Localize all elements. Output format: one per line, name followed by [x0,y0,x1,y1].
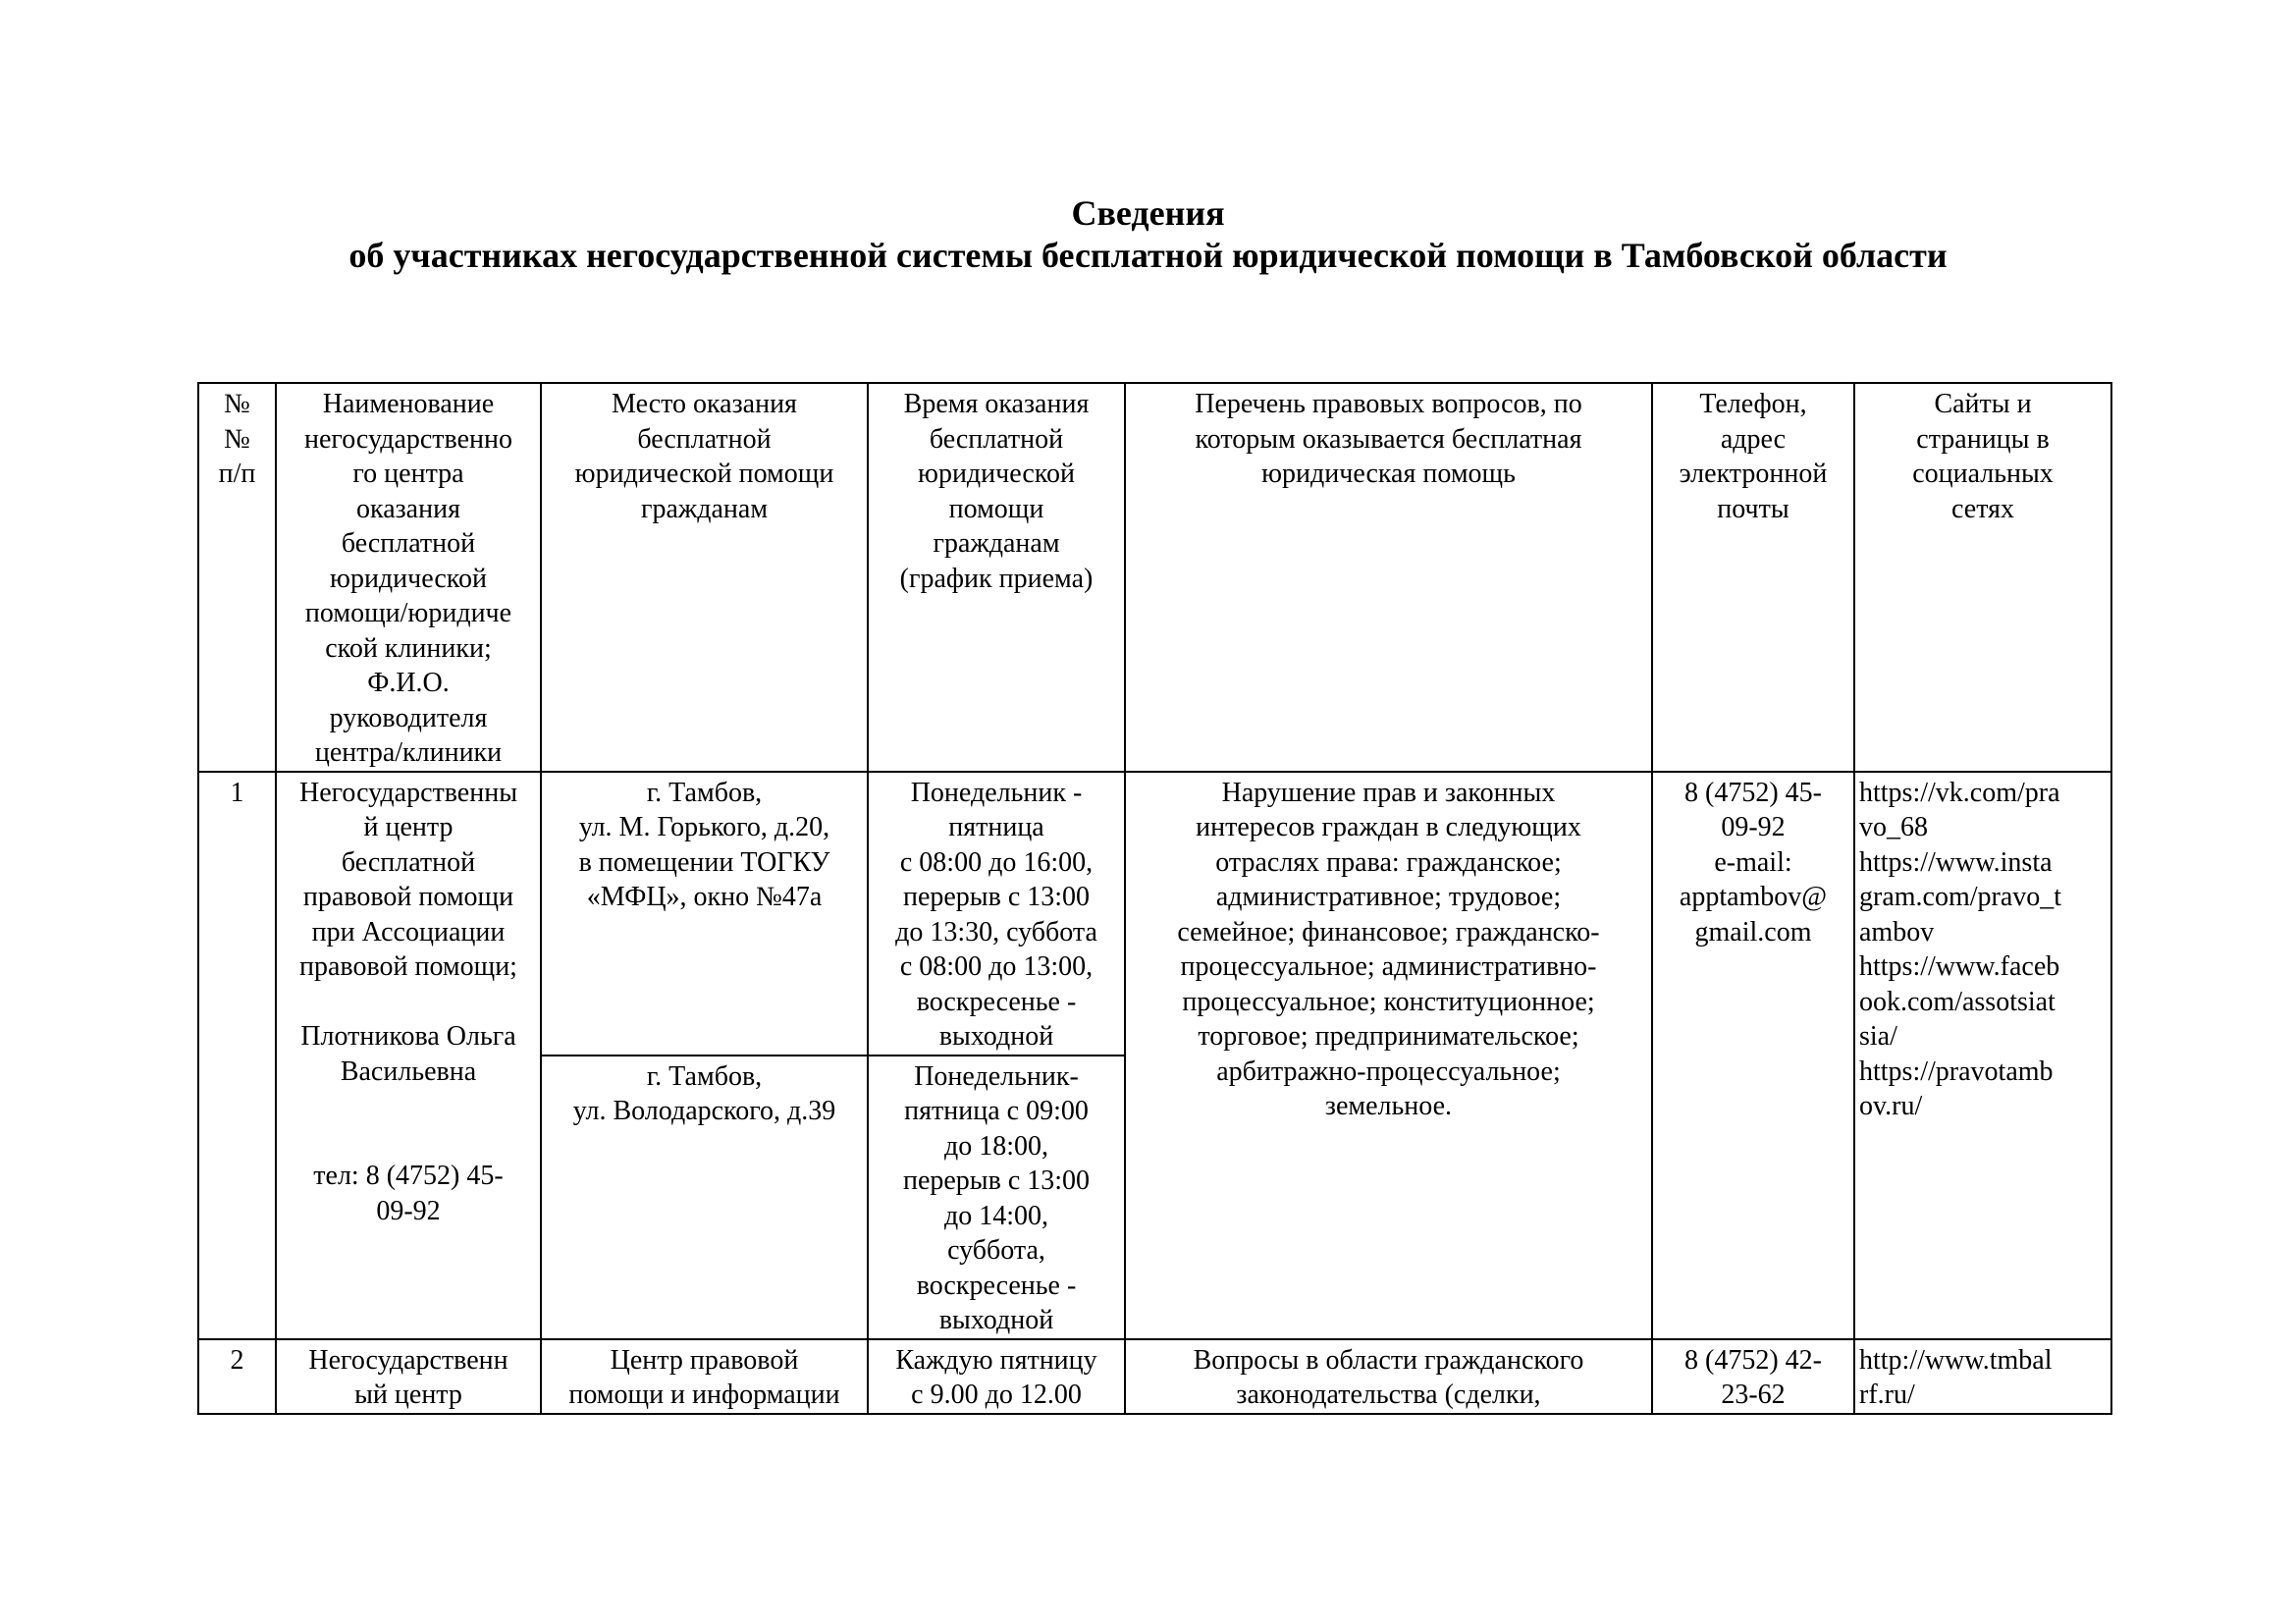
cell-text-line: г. Тамбов, [646,1060,763,1092]
row-1-time-2 [868,1056,1125,1339]
cell-text-line: Ф.И.О. [367,668,450,698]
cell-text-line: сетях [1951,493,2014,524]
cell-text-line: почты [1717,493,1789,524]
cell-text-line: apptambov@ [1679,882,1828,912]
cell-text-line: правовой помощи; [299,951,517,982]
cell-text-line: земельное. [1324,1091,1453,1121]
row-2-num: 2 [198,1339,276,1414]
cell-text-line: Время оказания [903,389,1090,419]
cell-text-line: отраслях права: гражданское; [1215,846,1562,878]
row-2-name [276,1339,541,1414]
cell-text-line: до 13:30, суббота [895,916,1097,947]
cell-text-line: юридической помощи [574,459,834,489]
cell-text-line: воскресенье - [916,986,1077,1017]
row-2-contacts [1652,1339,1854,1414]
cell-text-line: ской клиники; [325,632,492,664]
cell-text-line: торговое; предпринимательское; [1198,1021,1579,1052]
cell-text-line: перерыв с 13:00 [902,1165,1091,1196]
cell-text-line: руководителя [329,702,488,733]
cell-text-line: административное; трудовое; [1215,882,1562,912]
cell-text-line: sia/ [1859,1021,1897,1052]
cell-text-line: https://www.faceb [1859,951,2060,982]
row-1-time-1 [868,772,1125,1056]
row-1-head-phone [281,1159,536,1228]
cell-text-line: социальных [1912,459,2054,489]
cell-text-line: г. Тамбов, [646,777,763,808]
cell-text-line: ook.com/assotsiat [1859,986,2056,1017]
cell-text-line: гражданам [933,528,1060,559]
cell-text-line: процессуальное; конституционное; [1182,986,1595,1017]
document-title-block [0,192,2296,277]
cell-text-line: помощи и информации [568,1380,840,1410]
cell-text-line: Негосударственны [298,777,518,808]
cell-text-line: семейное; финансовое; гражданско- [1177,916,1600,947]
cell-text-line: юридической [330,563,487,594]
cell-text-line: ул. М. Горького, д.20, [578,812,830,842]
cell-text-line: https://pravotamb [1859,1056,2054,1087]
cell-text-line: юридической [918,459,1075,489]
cell-text-line: 09-92 [1721,812,1786,842]
header-sites [1854,383,2111,772]
cell-text-line: бесплатной [929,423,1064,455]
cell-text-line: № [224,423,250,455]
cell-text-line: бесплатной [341,528,476,559]
cell-text-line: юридическая помощь [1261,459,1516,489]
row-1-contacts [1652,772,1854,1339]
row-1-sites [1854,772,2111,1339]
header-name [276,383,541,772]
cell-text-line: оказания [356,493,460,524]
cell-text-line: правовой помощи [302,882,514,912]
cell-text-line: e-mail: [1714,846,1792,878]
header-contacts [1652,383,1854,772]
header-place [541,383,868,772]
cell-text-line: 8 (4752) 42- [1684,1344,1822,1376]
table-row [198,1339,2111,1414]
cell-text-line: ый центр [354,1380,462,1410]
cell-text-line: Центр правовой [610,1344,799,1376]
cell-text-line: № [224,389,250,419]
row-2-place [541,1339,868,1414]
header-num [198,383,276,772]
cell-text-line: с 08:00 до 16:00, [899,846,1094,878]
cell-text-line: адрес [1720,423,1787,455]
registry-table [197,382,2112,1415]
cell-text-line: в помещении ТОГКУ [578,846,830,878]
cell-text-line: пятница с 09:00 [904,1096,1089,1126]
row-2-issues [1125,1339,1652,1414]
cell-text-line: gmail.com [1694,916,1812,947]
cell-text-line: Телефон, [1699,389,1807,419]
document-subtitle: об участниках негосударственной системы бесплатной юридической помощи в Тамбовской области [348,236,1948,275]
cell-text-line: интересов граждан в следующих [1196,812,1581,842]
cell-text-line: п/п [218,459,256,489]
cell-text-line: центра/клиники [314,737,503,768]
cell-text-line: негосударственно [304,423,512,455]
cell-text-line: электронной [1679,459,1828,489]
cell-text-line: страницы в [1916,423,2050,455]
cell-text-line: vo_68 [1859,812,1928,842]
cell-text-line: ov.ru/ [1859,1091,1923,1121]
cell-text-line: воскресенье - [916,1270,1077,1301]
row-1-name [276,772,541,1339]
table-row [198,772,2111,1056]
cell-text-line: Васильевна [340,1056,477,1087]
cell-text-line: при Ассоциации [311,916,506,947]
cell-text-line: гражданам [640,493,769,524]
cell-text-line: https://vk.com/pra [1859,777,2060,808]
cell-text-line: http://www.tmbal [1859,1344,2053,1376]
cell-text-line: бесплатной [341,846,476,878]
row-1-head-name [281,1019,536,1089]
cell-text-line: тел: 8 (4752) 45- [313,1161,504,1191]
cell-text-line: Плотникова Ольга [300,1021,516,1052]
cell-text-line: которым оказывается бесплатная [1195,423,1582,455]
cell-text-line: Сайты и [1934,389,2032,419]
table-header-row [198,383,2111,772]
cell-text-line: выходной [938,1305,1054,1335]
cell-text-line: Нарушение прав и законных [1221,777,1556,808]
row-2-time [868,1339,1125,1414]
cell-text-line: ambov [1859,916,1935,947]
cell-text-line: Каждую пятницу [895,1344,1097,1376]
header-time [868,383,1125,772]
cell-text-line: пятница [948,812,1044,842]
cell-text-line: ул. Володарского, д.39 [572,1096,836,1126]
cell-text-line: Место оказания [612,389,797,419]
row-1-issues [1125,772,1652,1339]
cell-text-line: Понедельник- [914,1060,1079,1092]
cell-text-line: Негосударственн [308,1344,508,1376]
cell-text-line: перерыв с 13:00 [902,882,1091,912]
cell-text-line: бесплатной [637,423,772,455]
row-1-num: 1 [198,772,276,1339]
cell-text-line: арбитражно-процессуальное; [1216,1056,1561,1087]
cell-text-line: (график приема) [899,563,1094,594]
cell-text-line: законодательства (сделки, [1236,1380,1541,1410]
row-1-place-1 [541,772,868,1056]
cell-text-line: с 9.00 до 12.00 [911,1380,1082,1410]
cell-text-line: 8 (4752) 45- [1684,777,1822,808]
cell-text-line: «МФЦ», окно №47а [586,882,823,912]
cell-text-line: Наименование [322,389,495,419]
cell-text-line: Перечень правовых вопросов, по [1195,389,1582,419]
cell-text-line: выходной [938,1021,1054,1052]
cell-text-line: помощи/юридиче [304,598,512,628]
cell-text-line: Вопросы в области гражданского [1193,1344,1584,1376]
cell-text-line: до 18:00, [943,1130,1049,1162]
row-1-place-2 [541,1056,868,1339]
cell-text-line: https://www.insta [1859,846,2053,878]
cell-text-line: до 14:00, [943,1200,1049,1231]
cell-text-line: помощи [948,493,1044,524]
cell-text-line: й центр [363,812,454,842]
row-2-sites [1854,1339,2111,1414]
cell-text-line: суббота, [947,1235,1045,1266]
cell-text-line: с 08:00 до 13:00, [899,951,1094,982]
header-issues [1125,383,1652,772]
cell-text-line: 23-62 [1721,1380,1786,1410]
cell-text-line: го центра [352,459,464,489]
cell-text-line: gram.com/pravo_t [1859,882,2062,912]
cell-text-line: процессуальное; административно- [1180,951,1597,982]
row-1-org-name [281,776,536,985]
document-title: Сведения [1071,193,1225,233]
cell-text-line: Понедельник - [910,777,1083,808]
cell-text-line: 09-92 [376,1195,441,1226]
cell-text-line: rf.ru/ [1859,1380,1915,1410]
